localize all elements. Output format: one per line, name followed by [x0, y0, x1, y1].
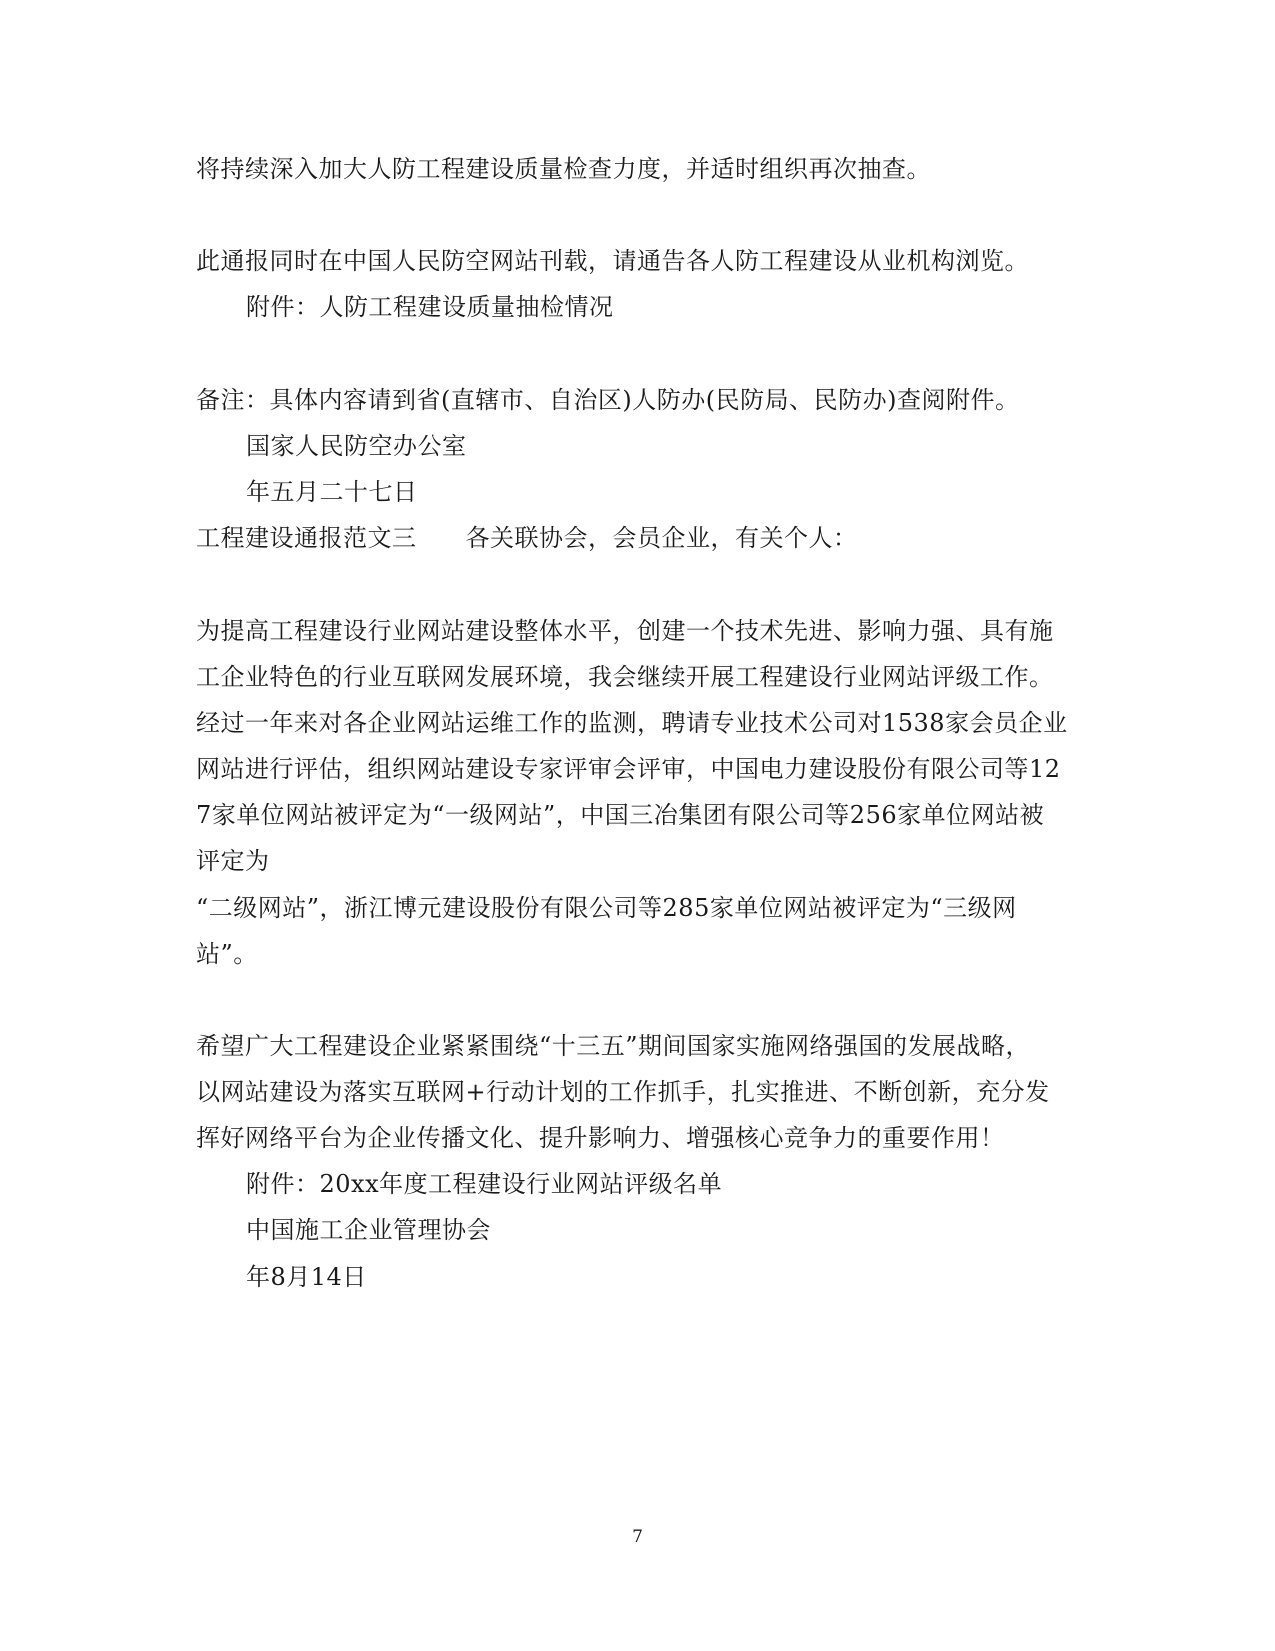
text-line: 此通报同时在中国人民防空网站刊载，请通告各人防工程建设从业机构浏览。 — [196, 247, 1029, 275]
text-line: 希望广大工程建设企业紧紧围绕“十三五”期间国家实施网络强国的发展战略， — [196, 1032, 1031, 1060]
text-line: 以网站建设为落实互联网+行动计划的工作抓手，扎实推进、不断创新，充分发 — [196, 1078, 1050, 1106]
signature-date: 年五月二十七日 — [246, 478, 418, 506]
note-line: 备注：具体内容请到省(直辖市、自治区)人防办(民防局、民防办)查阅附件。 — [196, 386, 1020, 414]
text-line: 7家单位网站被评定为“一级网站”，中国三冶集团有限公司等256家单位网站被 — [196, 801, 1045, 829]
text-line: 为提高工程建设行业网站建设整体水平，创建一个技术先进、影响力强、具有施 — [196, 617, 1054, 645]
text-line: 站”。 — [196, 940, 258, 968]
text-line: “二级网站”，浙江博元建设股份有限公司等285家单位网站被评定为“三级网 — [196, 894, 1017, 922]
text-line: 将持续深入加大人防工程建设质量检查力度，并适时组织再次抽查。 — [196, 155, 931, 183]
text-line: 经过一年来对各企业网站运维工作的监测，聘请专业技术公司对1538家会员企业 — [196, 709, 1068, 737]
attachment-line: 附件：人防工程建设质量抽检情况 — [246, 293, 614, 321]
text-line: 工企业特色的行业互联网发展环境，我会继续开展工程建设行业网站评级工作。 — [196, 663, 1054, 691]
signature-org: 中国施工企业管理协会 — [246, 1216, 491, 1244]
signature-org: 国家人民防空办公室 — [246, 432, 467, 460]
section-heading: 工程建设通报范文三 各关联协会，会员企业，有关个人： — [196, 524, 858, 552]
text-line: 评定为 — [196, 847, 270, 875]
page-number: 7 — [632, 1527, 643, 1547]
signature-date: 年8月14日 — [246, 1263, 367, 1291]
attachment-line: 附件：20xx年度工程建设行业网站评级名单 — [246, 1170, 723, 1198]
text-line: 挥好网络平台为企业传播文化、提升影响力、增强核心竞争力的重要作用！ — [196, 1124, 1005, 1152]
text-line: 网站进行评估，组织网站建设专家评审会评审，中国电力建设股份有限公司等12 — [196, 755, 1061, 783]
